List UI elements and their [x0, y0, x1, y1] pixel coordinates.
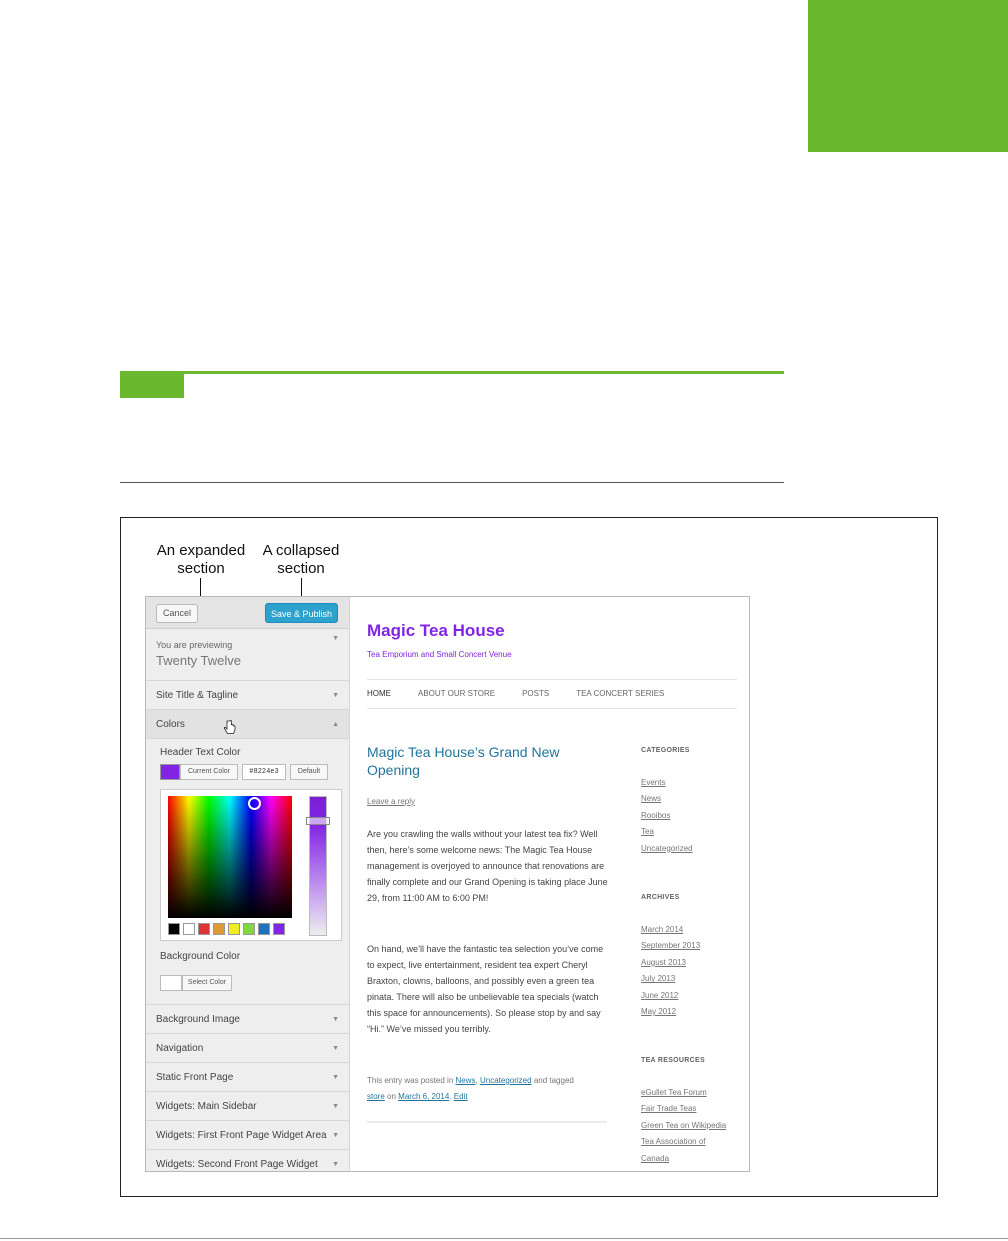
main-navigation [367, 689, 664, 698]
chevron-down-icon: ▼ [332, 1103, 339, 1110]
archive-link[interactable]: March 2014 [641, 925, 684, 934]
palette-color-chip[interactable] [168, 923, 180, 935]
section-background-image[interactable] [146, 1005, 349, 1034]
section-widgets-first-front[interactable] [146, 1121, 349, 1150]
colors-controls [146, 739, 349, 1005]
palette-color-chip[interactable] [198, 923, 210, 935]
palette-color-chip[interactable] [273, 923, 285, 935]
meta-text: and tagged [533, 1076, 574, 1085]
resource-link[interactable]: Tea Association of [641, 1137, 706, 1147]
leave-reply-link[interactable]: Leave a reply [367, 797, 416, 806]
color-picker-handle[interactable] [248, 797, 261, 810]
section-colors[interactable] [146, 710, 349, 739]
resource-link[interactable]: eGullet Tea Forum [641, 1088, 707, 1097]
nav-bottom-rule [367, 708, 737, 709]
note-top-rule [120, 371, 784, 374]
page-bottom-rule [0, 1238, 1008, 1239]
cancel-button[interactable]: Cancel [156, 604, 198, 623]
palette-color-chip[interactable] [213, 923, 225, 935]
chevron-down-icon: ▼ [332, 635, 339, 642]
callout-expanded-section: An expanded section [156, 542, 246, 577]
post-divider [367, 1121, 607, 1123]
meta-text: This entry was posted in [367, 1076, 454, 1085]
hex-color-input[interactable]: #8224e3 [242, 764, 286, 780]
category-link[interactable]: News [641, 794, 662, 804]
section-label: Widgets: Second Front Page Widget [156, 1159, 318, 1170]
theme-name: Twenty Twelve [156, 653, 242, 668]
resource-link[interactable]: Fair Trade Teas [641, 1104, 697, 1114]
archive-link[interactable]: July 2013 [641, 974, 676, 984]
chevron-down-icon: ▼ [332, 1161, 339, 1168]
section-label: Widgets: First Front Page Widget Area [156, 1130, 327, 1141]
chevron-down-icon: ▼ [332, 692, 339, 699]
archive-link[interactable]: May 2012 [641, 1007, 677, 1017]
background-color-swatch[interactable] [160, 975, 182, 991]
post-title[interactable]: Magic Tea House’s Grand New Opening [367, 744, 560, 778]
chevron-down-icon: ▼ [332, 1074, 339, 1081]
note-bottom-rule [120, 482, 784, 483]
nav-top-rule [367, 679, 737, 680]
chevron-down-icon: ▼ [332, 1132, 339, 1139]
palette-color-chip[interactable] [258, 923, 270, 935]
categories-list [641, 775, 693, 857]
tea-resources-list [641, 1085, 726, 1167]
chapter-tab-block [808, 0, 1008, 152]
archive-link[interactable]: September 2013 [641, 941, 701, 951]
meta-period: . [449, 1092, 452, 1101]
save-publish-button[interactable]: Save & Publish [265, 603, 338, 623]
section-widgets-second-front[interactable] [146, 1150, 349, 1172]
category-link[interactable]: Rooibos [641, 810, 671, 820]
section-site-title[interactable] [146, 681, 349, 710]
default-color-button[interactable]: Default [290, 764, 328, 780]
edit-link[interactable]: Edit [453, 1092, 468, 1101]
widget-title-tea-resources: TEA RESOURCES [641, 1057, 705, 1064]
palette-color-chip[interactable] [243, 923, 255, 935]
widget-title-categories: CATEGORIES [641, 747, 690, 754]
background-color-label: Background Color [160, 951, 241, 962]
site-tagline: Tea Emporium and Small Concert Venue [367, 650, 512, 659]
section-label: Background Image [156, 1014, 240, 1025]
chevron-up-icon: ▲ [332, 721, 339, 728]
chevron-down-icon: ▼ [332, 1016, 339, 1023]
section-widgets-main-sidebar[interactable] [146, 1092, 349, 1121]
site-title[interactable]: Magic Tea House [367, 621, 505, 640]
tag-link-store[interactable]: store [367, 1092, 385, 1101]
palette-color-chip[interactable] [228, 923, 240, 935]
resource-link[interactable]: Canada [641, 1153, 670, 1163]
nav-item-tea-concert-series[interactable]: TEA CONCERT SERIES [576, 689, 665, 698]
customizer-panel [146, 597, 350, 1172]
post-meta [367, 1073, 607, 1105]
section-label: Navigation [156, 1043, 204, 1054]
section-label: Static Front Page [156, 1072, 234, 1083]
site-preview [351, 597, 750, 1172]
section-static-front-page[interactable] [146, 1063, 349, 1092]
post-paragraph: On hand, we’ll have the fantastic tea selection you’ve come to expect, live entertainment, resident tea expert Cheryl Braxton, clowns, balloons, and possibly even a green tea pinata. There will also be unbelievable tea specials (watch this space for announcements). So please stop by and say “Hi.” We’ve missed you terribly. [367, 944, 604, 1034]
customizer-screenshot [145, 596, 750, 1172]
category-link-uncategorized[interactable]: Uncategorized [479, 1076, 532, 1085]
post-paragraph: Are you crawling the walls without your latest tea fix? Well then, here’s some welcome news: The Magic Tea House management is overjoyed to announce that renovations are finally complete and our Grand Opening is taking place June 29, from 11:00 AM to 6:00 PM! [367, 829, 608, 903]
archives-list [641, 922, 700, 1020]
resource-link[interactable]: Green Tea on Wikipedia [641, 1120, 727, 1130]
current-color-button[interactable]: Current Color [180, 764, 238, 780]
chevron-down-icon: ▼ [332, 1045, 339, 1052]
color-spectrum[interactable] [168, 796, 292, 918]
nav-item-home[interactable]: HOME [367, 689, 391, 698]
customizer-header [146, 597, 349, 629]
category-link[interactable]: Tea [641, 827, 654, 837]
meta-comma: , [475, 1076, 478, 1085]
palette-color-chip[interactable] [183, 923, 195, 935]
archive-link[interactable]: August 2013 [641, 957, 686, 967]
section-label: Site Title & Tagline [156, 690, 239, 701]
current-color-swatch[interactable] [160, 764, 180, 780]
archive-link[interactable]: June 2012 [641, 990, 679, 1000]
nav-item-posts[interactable]: POSTS [522, 689, 550, 698]
category-link[interactable]: Uncategorized [641, 843, 693, 853]
meta-text: on [387, 1092, 396, 1101]
theme-preview-info[interactable] [146, 629, 349, 681]
section-label: Colors [156, 719, 185, 730]
color-picker [160, 789, 342, 941]
post-date-link[interactable]: March 6, 2014 [398, 1092, 450, 1101]
color-palette [168, 923, 285, 935]
section-navigation[interactable] [146, 1034, 349, 1063]
callout-collapsed-section: A collapsed section [262, 542, 340, 577]
hand-cursor-icon [224, 720, 236, 736]
header-text-color-label: Header Text Color [160, 747, 241, 758]
section-label: Widgets: Main Sidebar [156, 1101, 257, 1112]
select-color-button[interactable]: Select Color [182, 975, 232, 991]
note-tab [120, 371, 184, 398]
strip-slider-handle[interactable] [306, 817, 330, 825]
previewing-label: You are previewing [156, 640, 233, 650]
widget-title-archives: ARCHIVES [641, 894, 680, 901]
category-link[interactable]: Events [641, 778, 666, 787]
category-link-news[interactable]: News [455, 1076, 476, 1085]
nav-item-about-our-store[interactable]: ABOUT OUR STORE [418, 689, 496, 698]
